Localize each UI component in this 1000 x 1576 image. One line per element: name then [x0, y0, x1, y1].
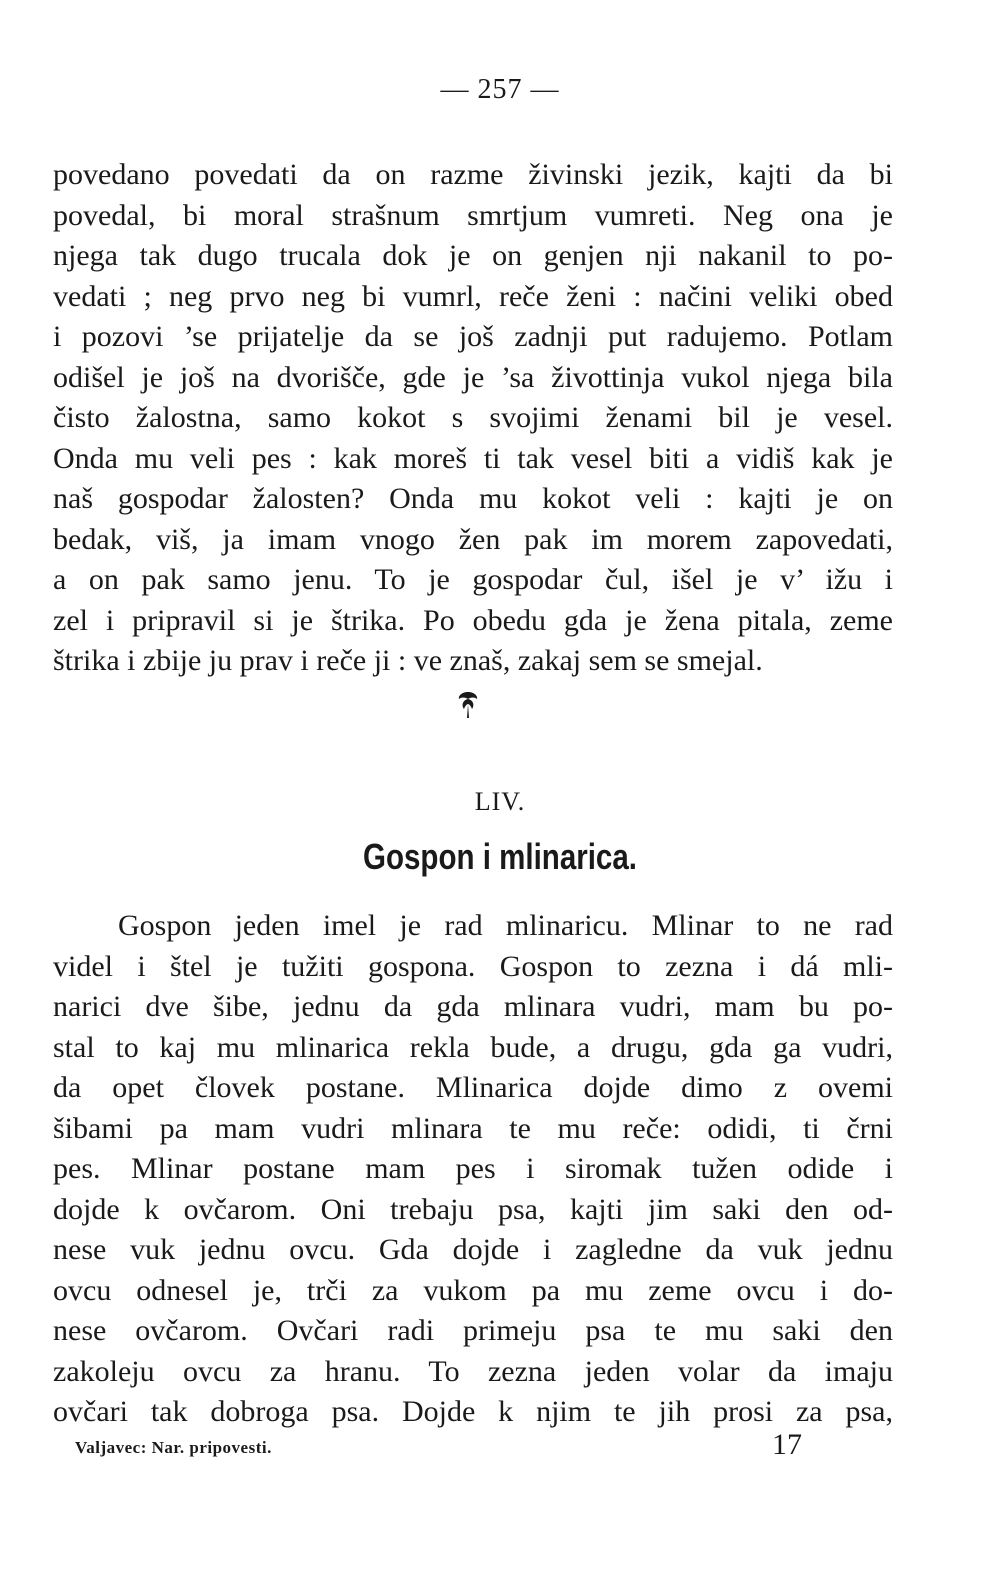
text-line: povedano povedati da on razme živinski jezik, kajti da bi	[53, 158, 893, 191]
text-line: njega tak dugo trucala dok je on genjen nji nakanil to po-	[53, 239, 893, 272]
text-line: pes. Mlinar postane mam pes i siromak tužen odide i	[53, 1152, 893, 1185]
chapter-number: LIV.	[474, 787, 526, 816]
paragraph-2	[53, 906, 893, 1433]
text-line: videl i štel je tužiti gospona. Gospon to zezna i dá mli-	[53, 949, 893, 983]
text-line: i pozovi ’se prijatelje da se još zadnji put radujemo. Potlam	[53, 320, 893, 353]
text-line: čisto žalostna, samo kokot s svojimi ženami bil je vesel.	[53, 401, 893, 434]
paragraph-1	[53, 155, 893, 682]
text-line: ovčari tak dobroga psa. Dojde k njim te jih prosi za psa,	[53, 1395, 893, 1428]
page-number: — 257 —	[440, 74, 560, 105]
text-line: naš gospodar žalosten? Onda mu kokot veli : kajti je on	[53, 482, 893, 515]
text-line: a on pak samo jenu. To je gospodar čul, išel je v’ ižu i	[53, 563, 893, 596]
text-line: dojde k ovčarom. Oni trebaju psa, kajti jim saki den od-	[53, 1192, 893, 1226]
text-line: bedak, viš, ja imam vnogo žen pak im morem zapovedati,	[53, 522, 893, 556]
text-line: nese vuk jednu ovcu. Gda dojde i zagledne da vuk jednu	[53, 1233, 893, 1266]
text-line: zel i pripravil si je štrika. Po obedu gda je žena pitala, zeme	[53, 603, 893, 637]
text-line: nese ovčarom. Ovčari radi primeju psa te mu saki den	[53, 1314, 893, 1347]
signature-mark: 17	[772, 1428, 802, 1461]
text-line: Gospon jeden imel je rad mlinaricu. Mlinar to ne rad	[118, 909, 893, 942]
text-line: povedal, bi moral strašnum smrtjum vumreti. Neg ona je	[53, 198, 893, 232]
chapter-title: Gospon i mlinarica.	[363, 836, 637, 877]
footer-source: Valjavec: Nar. pripovesti.	[75, 1438, 272, 1457]
text-line: štrika i zbije ju prav i reče ji : ve znaš, zakaj sem se smejal.	[53, 644, 763, 677]
text-line: stal to kaj mu mlinarica rekla bude, a drugu, gda ga vudri,	[53, 1030, 893, 1064]
text-line: šibami pa mam vudri mlinara te mu reče: odidi, ti črni	[53, 1111, 893, 1145]
text-line: ovcu odnesel je, trči za vukom pa mu zeme ovcu i do-	[53, 1273, 893, 1307]
text-line: zakoleju ovcu za hranu. To zezna jeden volar da imaju	[53, 1354, 893, 1388]
text-line: vedati ; neg prvo neg bi vumrl, reče ženi : načini veliki obed	[53, 279, 893, 313]
text-line: odišel je još na dvorišče, gde je ’sa živottinja vukol njega bila	[53, 360, 893, 394]
text-line: da opet človek postane. Mlinarica dojde dimo z ovemi	[53, 1071, 893, 1104]
leaf-ornament-icon	[455, 690, 481, 720]
text-line: Onda mu veli pes : kak moreš ti tak vesel biti a vidiš kak je	[53, 441, 893, 475]
text-line: narici dve šibe, jednu da gda mlinara vudri, mam bu po-	[53, 990, 893, 1023]
